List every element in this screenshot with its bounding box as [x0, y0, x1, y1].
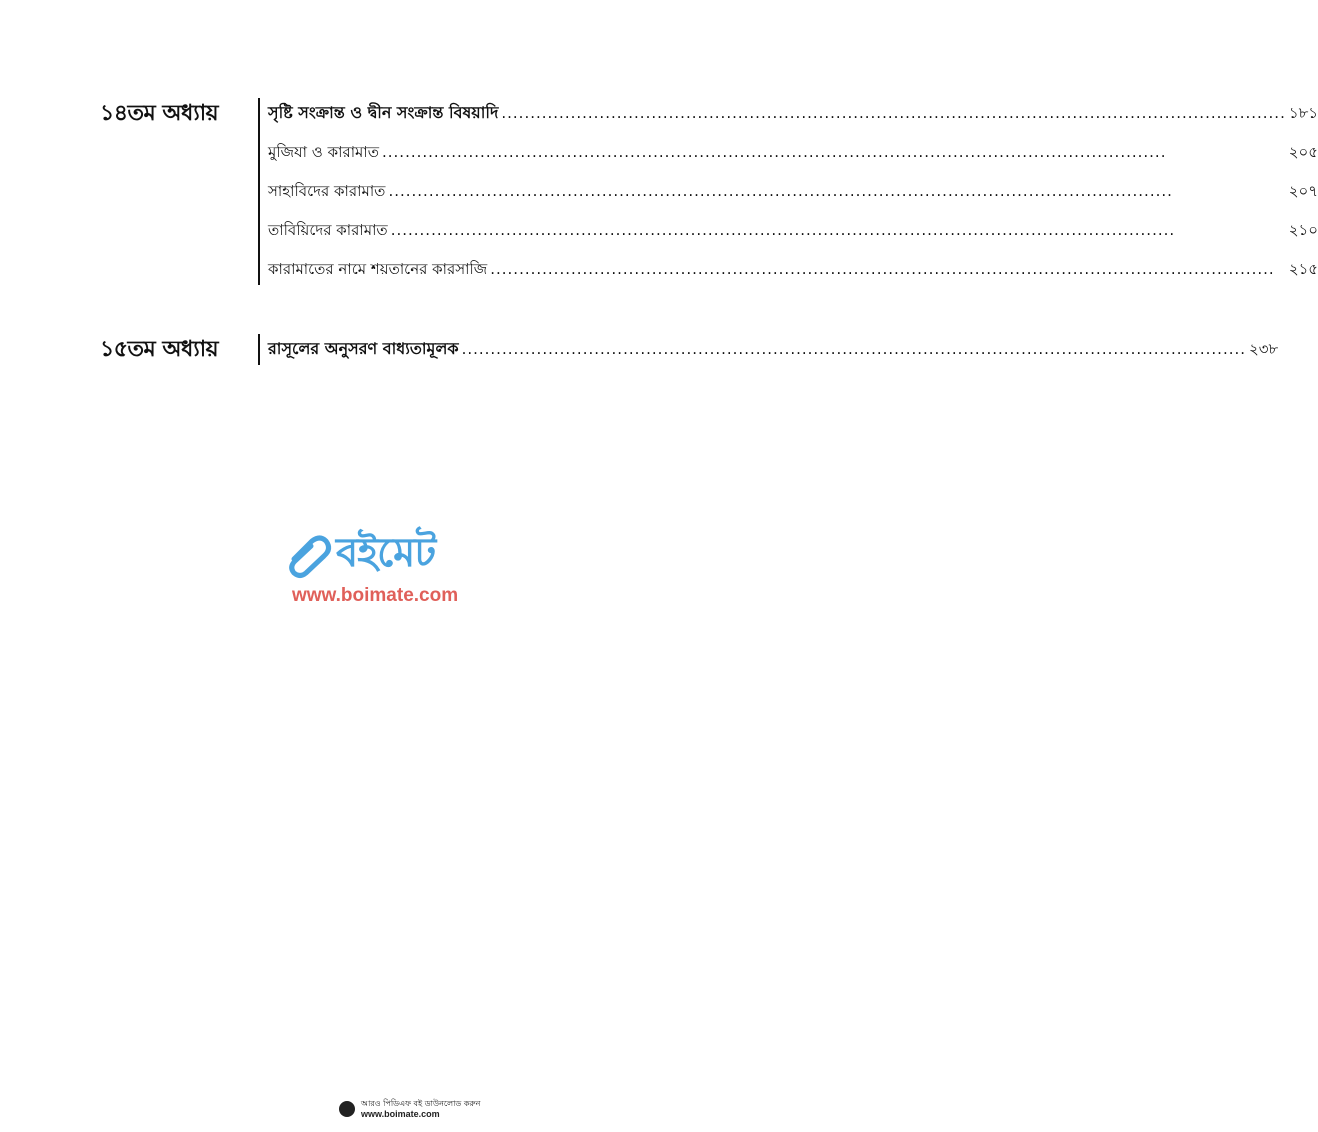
entry-title: কারামাতের নামে শয়তানের কারসাজি	[268, 260, 488, 278]
footer-url[interactable]: www.boimate.com	[361, 1109, 440, 1119]
entry-title: সৃষ্টি সংক্রান্ত ও দ্বীন সংক্রান্ত বিষয়াদি	[268, 103, 499, 122]
toc-entry[interactable]	[268, 215, 1318, 254]
watermark	[284, 525, 524, 615]
entry-page: ২৩৮	[1249, 340, 1279, 358]
entry-title: তাবিয়িদের কারামাত	[268, 221, 388, 239]
paperclip-icon	[284, 529, 334, 579]
entry-title: রাসূলের অনুসরণ বাধ্যতামূলক	[268, 339, 459, 358]
toc-chapter-14	[100, 98, 1318, 285]
leader-dots	[462, 334, 1246, 364]
entry-title: মুজিযা ও কারামাত	[268, 143, 379, 161]
leader-dots	[388, 176, 1285, 206]
chapter-entries	[258, 98, 1318, 285]
toc-entry[interactable]	[268, 98, 1318, 137]
chapter-entries	[258, 334, 1278, 365]
leader-dots	[391, 215, 1286, 245]
logo-icon	[339, 1101, 355, 1117]
footer	[339, 1099, 479, 1123]
entry-page: ২১০	[1288, 221, 1318, 239]
entry-page: ২০৭	[1288, 182, 1318, 200]
watermark-logo-text: বইমেট	[336, 529, 436, 576]
leader-dots	[501, 98, 1285, 128]
footer-tagline: আরও পিডিএফ বই ডাউনলোড করুন	[361, 1099, 481, 1108]
entry-page: ২০৫	[1288, 143, 1318, 161]
entry-page: ২১৫	[1288, 260, 1318, 278]
toc-entry[interactable]	[268, 334, 1278, 365]
entry-title: সাহাবিদের কারামাত	[268, 182, 386, 200]
entry-page: ১৮১	[1288, 104, 1318, 122]
leader-dots	[382, 137, 1286, 167]
watermark-url[interactable]: www.boimate.com	[292, 585, 459, 606]
chapter-label: ১৪তম অধ্যায়	[100, 100, 219, 126]
leader-dots	[490, 254, 1286, 284]
chapter-label: ১৫তম অধ্যায়	[100, 336, 219, 362]
toc-chapter-15	[100, 334, 1279, 365]
toc-entry[interactable]	[268, 254, 1318, 285]
toc-entry[interactable]	[268, 176, 1318, 215]
toc-entry[interactable]	[268, 137, 1318, 176]
